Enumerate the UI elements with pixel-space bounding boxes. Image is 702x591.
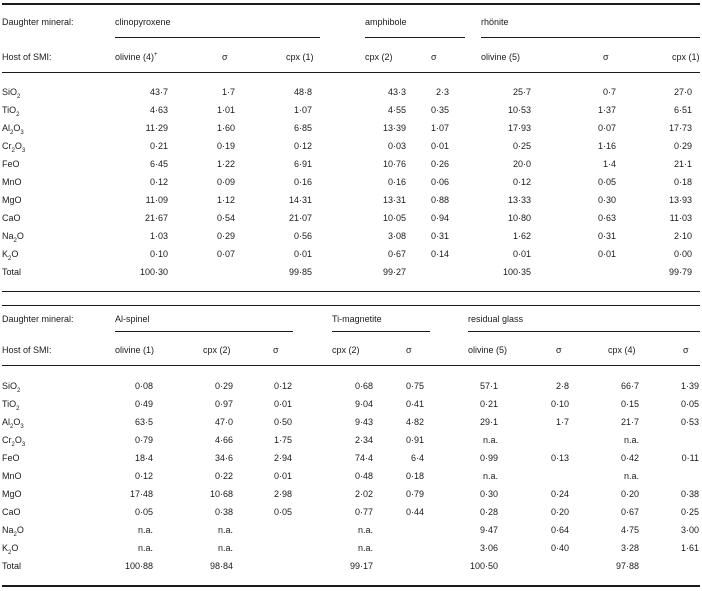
table1-cell: 0·06	[430, 177, 449, 187]
table2-col-header-3: cpx (2)	[332, 345, 360, 355]
table1-col-header-0: olivine (4)+	[115, 52, 158, 62]
table1-cell: 21·67	[144, 213, 168, 223]
table2-cell: n.a.	[357, 525, 373, 535]
table2-cell: 0·79	[134, 435, 153, 445]
table2-cell: 0·79	[405, 489, 424, 499]
table2-col-header-2: σ	[273, 345, 279, 355]
table2-group-al-spinel: Al-spinel	[115, 314, 150, 324]
table1-cell: 3·08	[387, 231, 406, 241]
table2-cell: 0·29	[214, 381, 233, 391]
table2-cell: 0·40	[550, 543, 569, 553]
table2-cell: 0·22	[214, 471, 233, 481]
table1-cell: 6·91	[293, 159, 312, 169]
table1-cell: 1·12	[216, 195, 235, 205]
table2-cell: n.a.	[482, 471, 498, 481]
table2-cell: n.a.	[357, 543, 373, 553]
table2-cell: 3·28	[620, 543, 639, 553]
table1-cell: 0·07	[216, 249, 235, 259]
table2-col-header-0: olivine (1)	[115, 345, 155, 355]
table2-cell: 2·34	[354, 435, 373, 445]
table1-cell: 0·14	[430, 249, 449, 259]
table1-cell: 0·67	[387, 249, 406, 259]
table2-cell: 74·4	[354, 453, 373, 463]
table2-cell: 1·7	[555, 417, 569, 427]
table1-row-label: $K_2O$	[2, 249, 19, 262]
table2-cell: 21·7	[620, 417, 639, 427]
table1-group-rule-amphibole	[365, 37, 465, 38]
table1-cell: 21·07	[288, 213, 312, 223]
table1-cell: 0·63	[597, 213, 616, 223]
table1-cell: 0·05	[597, 177, 616, 187]
table1-col-header-6: σ	[603, 52, 609, 62]
table1-cell: 43·3	[387, 87, 406, 97]
table1-cell: 0·09	[216, 177, 235, 187]
table2-cell: 0·21	[479, 399, 498, 409]
table1-cell: 10·76	[382, 159, 406, 169]
table2-cell: 0·53	[680, 417, 699, 427]
table2-cell: n.a.	[217, 525, 233, 535]
table2-cell: 57·1	[479, 381, 498, 391]
table1-cell: 100·35	[502, 267, 531, 277]
table1-bottom-rule	[2, 291, 700, 292]
table1-cell: 1·60	[216, 123, 235, 133]
table2-cell: 98·84	[209, 561, 233, 571]
table2-cell: 0·05	[273, 507, 292, 517]
table1-cell: 20·0	[512, 159, 531, 169]
table1-group-rhonite: rhönite	[481, 17, 509, 27]
table2-cell: 0·01	[273, 471, 292, 481]
table1-cell: 1·07	[430, 123, 449, 133]
table1-cell: 0·01	[430, 141, 449, 151]
table2-row-label: $Na_2O$	[2, 525, 24, 538]
table2-col-header-1: cpx (2)	[203, 345, 231, 355]
table1-row-label: MgO	[2, 195, 22, 205]
table2-cell: 3·00	[680, 525, 699, 535]
table2-cell: 1·61	[680, 543, 699, 553]
table1-col-header-5: olivine (5)	[481, 52, 521, 62]
table1-cell: 25·7	[512, 87, 531, 97]
table1-cell: 11·03	[669, 213, 692, 223]
table2-cell: 2·8	[555, 381, 569, 391]
table2-cell: 0·41	[405, 399, 424, 409]
table2-cell: 4·82	[405, 417, 424, 427]
table2-row-label: TiO$_2$	[2, 399, 20, 412]
table2-cell: n.a.	[482, 435, 498, 445]
table2-cell: n.a.	[623, 435, 639, 445]
table1-row-label: $Cr_2O_3$	[2, 141, 26, 154]
table1-cell: 10·80	[507, 213, 531, 223]
table1-cell: 1·01	[216, 105, 235, 115]
table2-cell: 0·12	[273, 381, 292, 391]
table1-col-header-3: cpx (2)	[365, 52, 393, 62]
table1-cell: 10·05	[382, 213, 406, 223]
table2-cell: 3·06	[479, 543, 498, 553]
table1-top-rule	[2, 3, 700, 5]
table2-cell: 2·94	[273, 453, 292, 463]
table2-cell: 0·25	[680, 507, 699, 517]
table2-cell: 0·18	[405, 471, 424, 481]
table1-group-rule-rhonite	[481, 37, 700, 38]
table1-cell: 0·19	[216, 141, 235, 151]
table2-cell: 4·66	[214, 435, 233, 445]
table2-cell: 0·13	[550, 453, 569, 463]
table2-cell: 0·05	[134, 507, 153, 517]
table2-cell: 9·04	[354, 399, 373, 409]
table1-cell: 13·93	[668, 195, 692, 205]
table2-cell: n.a.	[217, 543, 233, 553]
table2-cell: 4·75	[620, 525, 639, 535]
table1-cell: 1·16	[597, 141, 616, 151]
table2-cell: 0·49	[134, 399, 153, 409]
table2-cell: 2·02	[354, 489, 373, 499]
table1-cell: 99·27	[382, 267, 406, 277]
table1-cell: 14·31	[288, 195, 312, 205]
table2-row-label: FeO	[2, 453, 20, 463]
table1-row-label: MnO	[2, 177, 22, 187]
table1-cell: 1·7	[221, 87, 235, 97]
table2-cell: 0·99	[479, 453, 498, 463]
table1-cell: 6·45	[149, 159, 168, 169]
table2-cell: 99·17	[349, 561, 373, 571]
table2-col-header-7: cpx (4)	[608, 345, 636, 355]
table2-cell: 9·47	[479, 525, 498, 535]
table2-row-label: $Al_2O_3$	[2, 417, 24, 430]
table1-cell: 0·07	[597, 123, 616, 133]
table1-row-label: CaO	[2, 213, 21, 223]
table1-cell: 0·16	[293, 177, 312, 187]
table2-cell: 9·43	[354, 417, 373, 427]
table1-cell: 0·12	[512, 177, 531, 187]
table1-cell: 0·01	[293, 249, 312, 259]
table1-cell: 6·51	[673, 105, 692, 115]
table1-col-header-4: σ	[431, 52, 437, 62]
table1-cell: 0·10	[149, 249, 168, 259]
table1-cell: 4·63	[149, 105, 168, 115]
table1-cell: 1·37	[597, 105, 616, 115]
table1-row-label: Total	[2, 267, 22, 277]
table2-group-residual-glass: residual glass	[468, 314, 524, 324]
table1-cell: 17·93	[507, 123, 531, 133]
table2-cell: 2·98	[273, 489, 292, 499]
table1-cell: 0·29	[673, 141, 692, 151]
table2-group-rule-ti-magnetite	[332, 331, 430, 332]
table1-cell: 100·30	[139, 267, 168, 277]
table2-row-label: SiO$_2$	[2, 381, 21, 394]
table2-row-label: $Cr_2O_3$	[2, 435, 26, 448]
table2-cell: 34·6	[214, 453, 233, 463]
table2-cell: 1·75	[273, 435, 292, 445]
table2-row-label: CaO	[2, 507, 21, 517]
table1-cell: 0·31	[430, 231, 449, 241]
table2-cell: 17·48	[129, 489, 153, 499]
table1-cell: 43·7	[149, 87, 168, 97]
table1-cell: 0·29	[216, 231, 235, 241]
table2-cell: 0·77	[354, 507, 373, 517]
table2-cell: 0·38	[214, 507, 233, 517]
table1-cell: 0·03	[387, 141, 406, 151]
table1-host-label: Host of SMI:	[2, 52, 52, 62]
table2-cell: 0·67	[620, 507, 639, 517]
table2-cell: 0·97	[214, 399, 233, 409]
table2-cell: 0·64	[550, 525, 569, 535]
table1-cell: 6·85	[293, 123, 312, 133]
table1-cell: 11·09	[145, 195, 168, 205]
table2-cell: 0·20	[550, 507, 569, 517]
table1-cell: 99·85	[288, 267, 312, 277]
table2-cell: 0·75	[405, 381, 424, 391]
table2-cell: 63·5	[134, 417, 153, 427]
table1-cell: 4·55	[387, 105, 406, 115]
table1-cell: 0·7	[602, 87, 616, 97]
table1-header-rule	[2, 72, 700, 73]
table2-cell: 6·4	[410, 453, 424, 463]
table2-col-header-4: σ	[406, 345, 412, 355]
table2-cell: 0·05	[680, 399, 699, 409]
table1-cell: 27·0	[673, 87, 692, 97]
table2-cell: 66·7	[620, 381, 639, 391]
table1-cell: 0·01	[597, 249, 616, 259]
table2-cell: 29·1	[479, 417, 498, 427]
table2-cell: n.a.	[623, 471, 639, 481]
table1-cell: 0·12	[149, 177, 168, 187]
table1-cell: 0·25	[512, 141, 531, 151]
table1-cell: 0·88	[430, 195, 449, 205]
table1-cell: 2·10	[673, 231, 692, 241]
table2-cell: 0·68	[354, 381, 373, 391]
table1-cell: 0·01	[512, 249, 531, 259]
table1-cell: 1·07	[293, 105, 312, 115]
table1-daughter-label: Daughter mineral:	[2, 17, 74, 27]
table2-cell: 0·28	[479, 507, 498, 517]
table2-cell: 0·30	[479, 489, 498, 499]
table2-cell: 0·10	[550, 399, 569, 409]
table2-cell: 0·48	[354, 471, 373, 481]
table2-top-rule	[2, 305, 700, 306]
table1-cell: 0·30	[597, 195, 616, 205]
table2-cell: 47·0	[214, 417, 233, 427]
table1-col-header-2: cpx (1)	[286, 52, 314, 62]
table1-row-label: SiO$_2$	[2, 87, 21, 100]
table1-group-rule-clinopyroxene	[115, 37, 320, 38]
table2-col-header-5: olivine (5)	[468, 345, 508, 355]
table2-group-rule-residual-glass	[468, 331, 700, 332]
table2-cell: 97·88	[615, 561, 639, 571]
table2-col-header-8: σ	[683, 345, 689, 355]
table1-cell: 0·35	[430, 105, 449, 115]
table1-cell: 0·31	[597, 231, 616, 241]
table2-cell: 0·01	[273, 399, 292, 409]
table2-cell: 0·15	[620, 399, 639, 409]
table2-cell: 0·11	[681, 453, 699, 463]
table2-cell: 0·38	[680, 489, 699, 499]
table2-cell: 0·08	[134, 381, 153, 391]
table1-cell: 0·00	[673, 249, 692, 259]
table1-row-label: TiO$_2$	[2, 105, 20, 118]
table1-row-label: $Al_2O_3$	[2, 123, 24, 136]
table2-group-rule-al-spinel	[115, 331, 293, 332]
table2-header-rule	[2, 365, 700, 366]
table2-col-header-6: σ	[556, 345, 562, 355]
table2-cell: 100·88	[124, 561, 153, 571]
table2-row-label: MnO	[2, 471, 22, 481]
table2-group-ti-magnetite: Ti-magnetite	[332, 314, 382, 324]
table1-cell: 0·54	[216, 213, 235, 223]
table1-cell: 0·56	[293, 231, 312, 241]
table2-bottom-rule	[2, 585, 700, 587]
table1-cell: 13·31	[382, 195, 406, 205]
table1-col-header-1: σ	[222, 52, 228, 62]
table2-cell: 0·50	[273, 417, 292, 427]
table2-cell: 0·12	[134, 471, 153, 481]
table1-cell: 1·62	[512, 231, 531, 241]
table2-daughter-label: Daughter mineral:	[2, 314, 74, 324]
table1-cell: 13·39	[382, 123, 406, 133]
table1-cell: 0·16	[387, 177, 406, 187]
table1-cell: 1·22	[216, 159, 235, 169]
table2-cell: 0·24	[550, 489, 569, 499]
table1-cell: 0·12	[293, 141, 312, 151]
table1-cell: 10·53	[507, 105, 531, 115]
table2-row-label: MgO	[2, 489, 22, 499]
table2-row-label: Total	[2, 561, 22, 571]
table1-cell: 0·26	[430, 159, 449, 169]
table1-cell: 0·94	[430, 213, 449, 223]
table2-cell: n.a.	[137, 543, 153, 553]
table1-cell: 0·18	[673, 177, 692, 187]
table1-cell: 48·8	[293, 87, 312, 97]
table1-cell: 17·73	[668, 123, 692, 133]
table2-cell: 0·20	[620, 489, 639, 499]
table2-cell: 0·44	[405, 507, 424, 517]
footnote-marker: +	[154, 52, 158, 58]
table1-cell: 13·33	[507, 195, 531, 205]
table2-cell: n.a.	[137, 525, 153, 535]
table1-cell: 0·21	[149, 141, 168, 151]
table1-cell: 99·79	[668, 267, 692, 277]
table2-cell: 18·4	[134, 453, 153, 463]
table2-cell: 10·68	[209, 489, 233, 499]
table2-cell: 1·39	[680, 381, 699, 391]
table1-group-amphibole: amphibole	[365, 17, 407, 27]
table1-cell: 21·1	[673, 159, 692, 169]
table1-cell: 1·4	[602, 159, 616, 169]
table1-group-clinopyroxene: clinopyroxene	[115, 17, 171, 27]
table1-row-label: FeO	[2, 159, 20, 169]
table1-row-label: $Na_2O$	[2, 231, 24, 244]
table2-cell: 0·42	[620, 453, 639, 463]
table1-cell: 11·29	[145, 123, 168, 133]
table2-cell: 0·91	[405, 435, 424, 445]
table1-cell: 1·03	[149, 231, 168, 241]
table2-row-label: $K_2O$	[2, 543, 19, 556]
table1-cell: 2·3	[435, 87, 449, 97]
table2-cell: 100·50	[469, 561, 498, 571]
table2-host-label: Host of SMI:	[2, 345, 52, 355]
table1-col-header-7: cpx (1)	[672, 52, 700, 62]
